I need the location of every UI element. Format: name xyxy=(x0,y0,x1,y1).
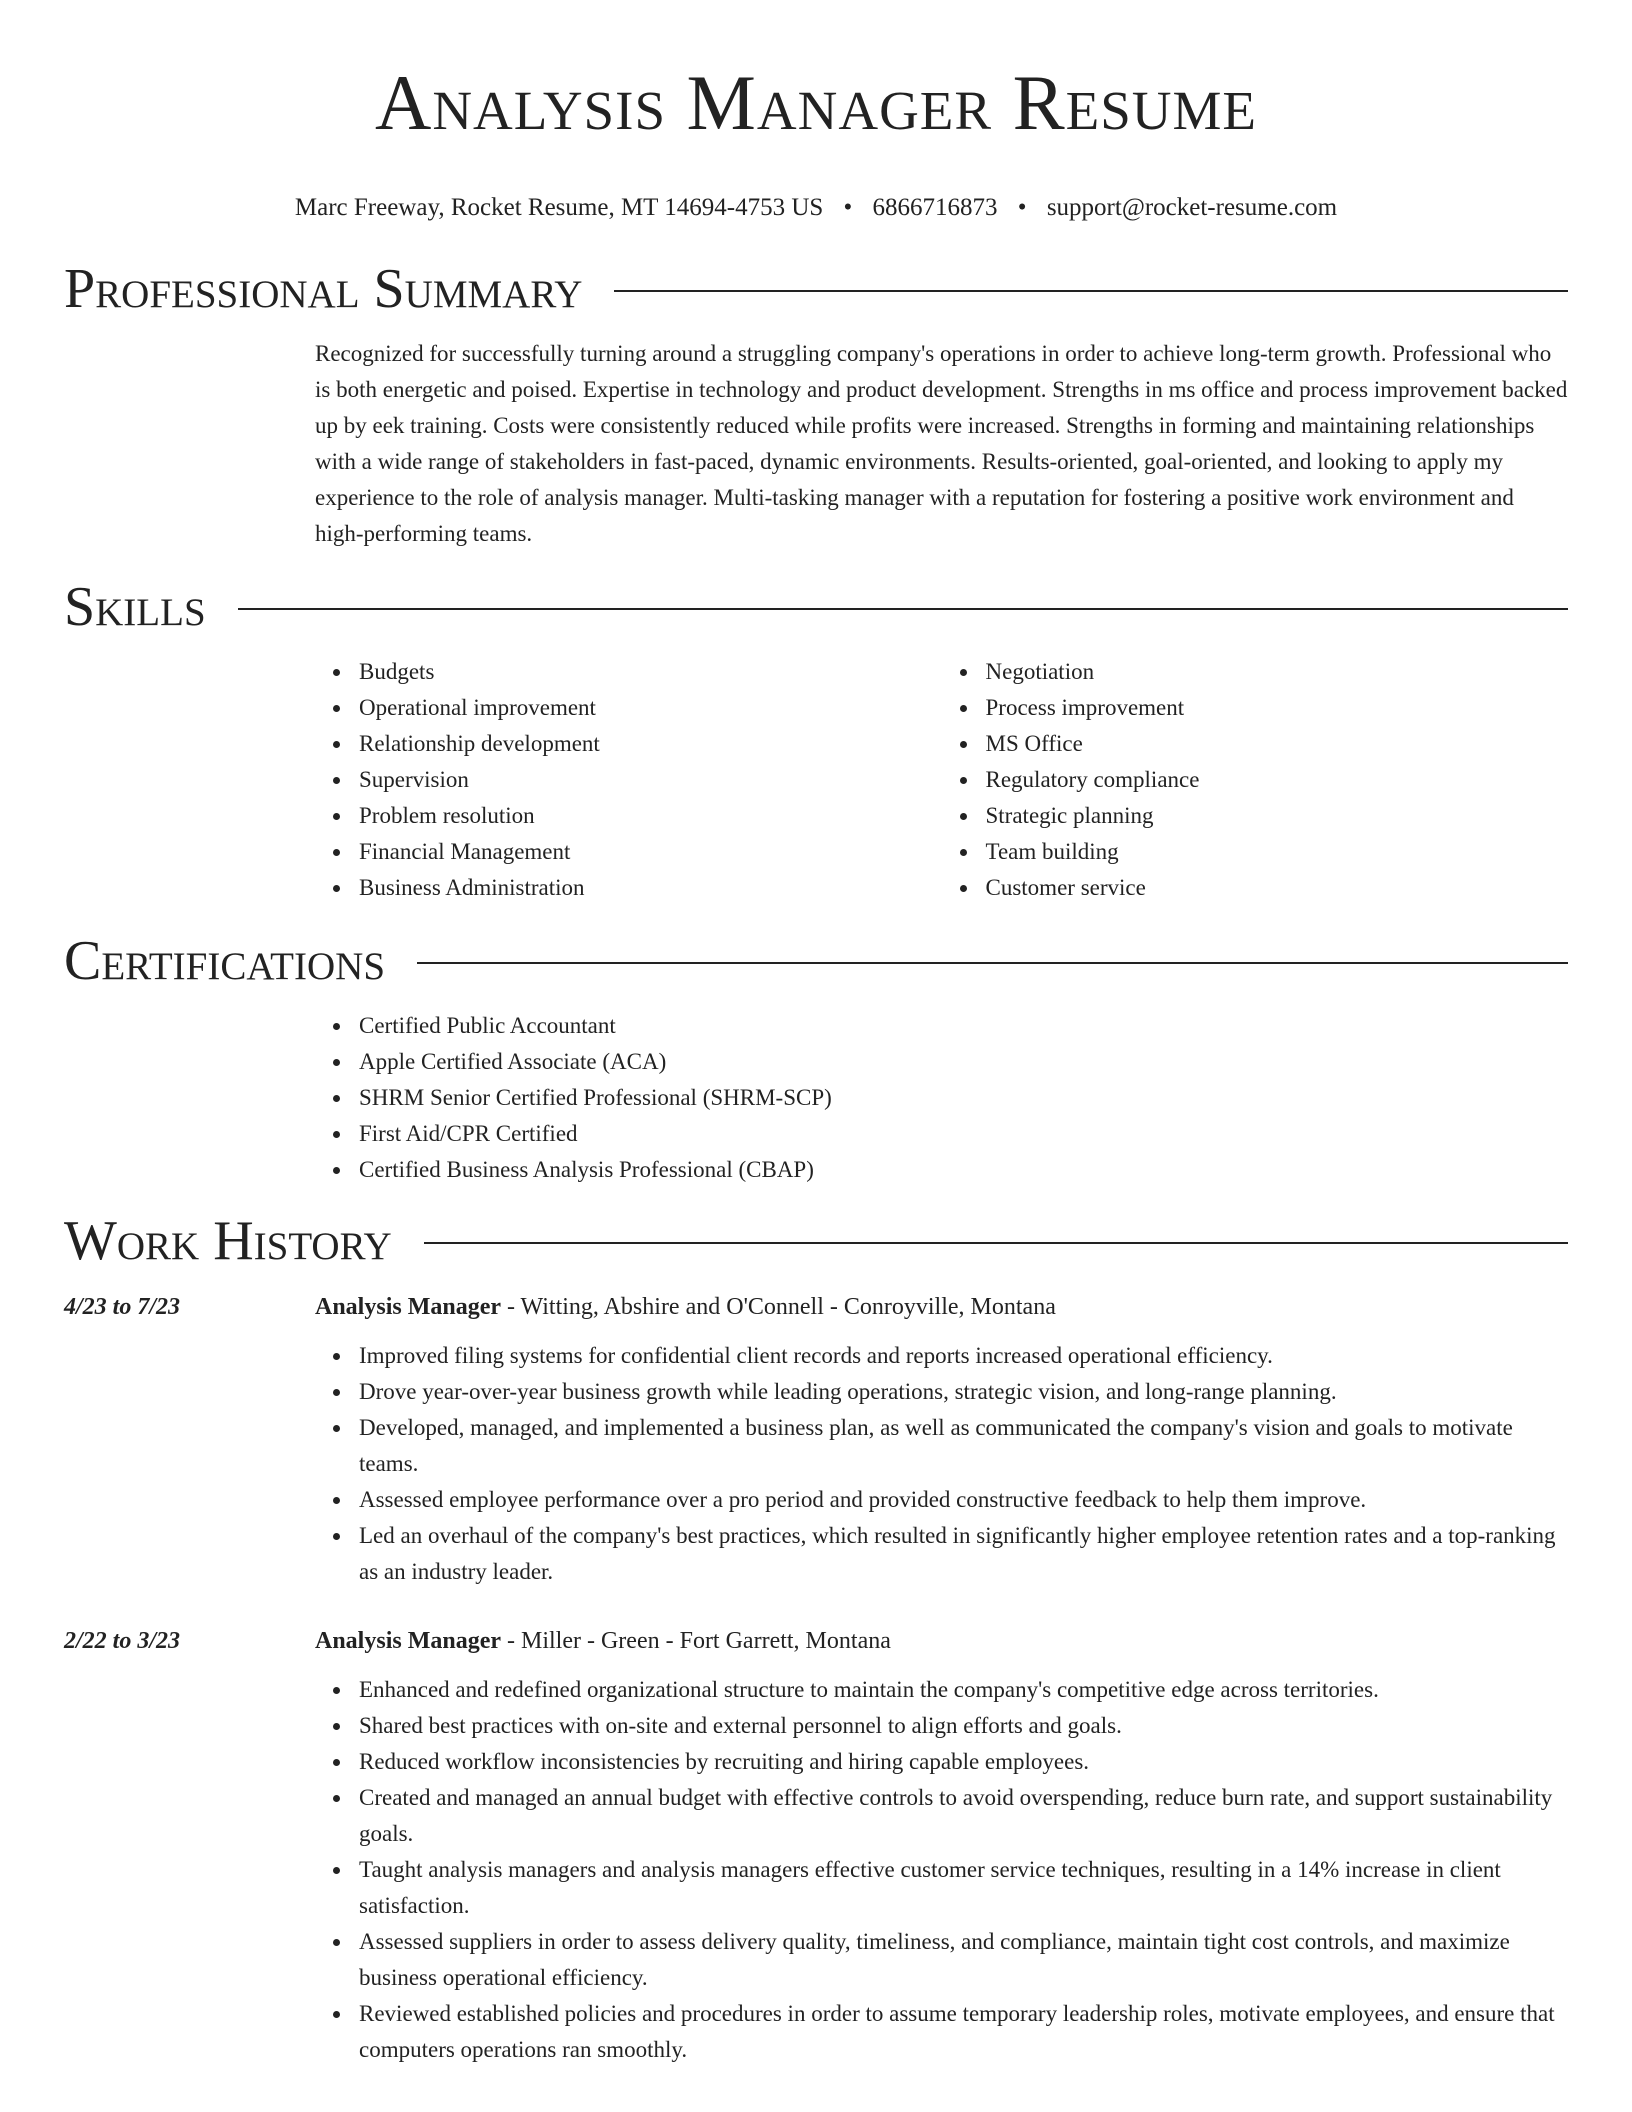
job-dates: 2/22 to 3/23 xyxy=(64,1628,181,1654)
job-bullet: Assessed suppliers in order to assess delivery quality, timeliness, and compliance, maintain tight cost controls, and maximize business operational efficiency. xyxy=(359,1924,1568,1996)
section-divider xyxy=(614,290,1568,292)
job-bullet: Developed, managed, and implemented a business plan, as well as communicated the company's vision and goals to motivate teams. xyxy=(359,1410,1568,1482)
skill-item: Relationship development xyxy=(359,726,942,762)
certification-item: SHRM Senior Certified Professional (SHRM-SCP) xyxy=(359,1080,1568,1116)
skills-list-right xyxy=(942,654,1569,906)
skill-item: Supervision xyxy=(359,762,942,798)
skills-grid xyxy=(315,654,1568,906)
job-heading xyxy=(315,1622,1568,1660)
summary-text: Recognized for successfully turning around a struggling company's operations in order to achieve long-term growth. Professional who is both energetic and poised. Expertise in technology and product development. Strengths in ms office and process improvement backed up by eek training. Costs were consistently reduced while profits were increased. Strengths in forming and maintaining relationships with a wide range of stakeholders in fast-paced, dynamic environments. Results-oriented, goal-oriented, and looking to apply my experience to the role of analysis manager. Multi-tasking manager with a reputation for fostering a positive work environment and high-performing teams. xyxy=(315,341,1568,546)
summary-heading: Professional Summary xyxy=(64,258,583,320)
skill-item: Customer service xyxy=(986,870,1569,906)
skills-list-left xyxy=(315,654,942,906)
skills-heading: Skills xyxy=(64,576,206,638)
contact-separator: • xyxy=(843,194,853,221)
skill-item: Financial Management xyxy=(359,834,942,870)
job-bullets xyxy=(315,1338,1568,1590)
section-header xyxy=(64,574,1568,640)
job-title: Analysis Manager xyxy=(315,1628,501,1654)
skill-item: Process improvement xyxy=(986,690,1569,726)
section-divider xyxy=(424,1242,1568,1244)
skill-item: Problem resolution xyxy=(359,798,942,834)
certification-item: Apple Certified Associate (ACA) xyxy=(359,1044,1568,1080)
contact-phone: 6866716873 xyxy=(872,194,998,221)
job-employer: - Miller - Green - Fort Garrett, Montana xyxy=(501,1628,891,1654)
contact-separator: • xyxy=(1017,194,1027,221)
job-bullet: Improved filing systems for confidential client records and reports increased operational efficiency. xyxy=(359,1338,1568,1374)
certifications-section xyxy=(64,928,1568,1188)
skill-item: Strategic planning xyxy=(986,798,1569,834)
skill-item: Operational improvement xyxy=(359,690,942,726)
job-bullet: Enhanced and redefined organizational structure to maintain the company's competitive edge across territories. xyxy=(359,1672,1568,1708)
skill-item: Regulatory compliance xyxy=(986,762,1569,798)
certifications-heading: Certifications xyxy=(64,930,386,992)
job-main xyxy=(315,1622,1568,2068)
section-divider xyxy=(238,608,1568,610)
section-divider xyxy=(417,962,1568,964)
job-bullet: Reviewed established policies and procedures in order to assume temporary leadership roles, motivate employees, and ensure that computers operations ran smoothly. xyxy=(359,1996,1568,2068)
job-bullet: Reduced workflow inconsistencies by recruiting and hiring capable employees. xyxy=(359,1744,1568,1780)
contact-email: support@rocket-resume.com xyxy=(1046,194,1338,221)
job-main xyxy=(315,1288,1568,1590)
skill-item: Budgets xyxy=(359,654,942,690)
skills-section xyxy=(64,574,1568,906)
job-dates: 4/23 to 7/23 xyxy=(64,1294,181,1320)
contact-line xyxy=(64,192,1568,224)
skill-item: Team building xyxy=(986,834,1569,870)
certification-item: Certified Public Accountant xyxy=(359,1008,1568,1044)
work-history-heading: Work History xyxy=(64,1210,392,1272)
document-title: Analysis Manager Resume xyxy=(374,59,1257,146)
job-bullet: Shared best practices with on-site and external personnel to align efforts and goals. xyxy=(359,1708,1568,1744)
skill-item: Business Administration xyxy=(359,870,942,906)
skill-item: MS Office xyxy=(986,726,1569,762)
job-bullet: Assessed employee performance over a pro period and provided constructive feedback to help them improve. xyxy=(359,1482,1568,1518)
skill-item: Negotiation xyxy=(986,654,1569,690)
job-heading xyxy=(315,1288,1568,1326)
job-bullets xyxy=(315,1672,1568,2068)
section-header xyxy=(64,928,1568,994)
job-bullet: Drove year-over-year business growth while leading operations, strategic vision, and long-range planning. xyxy=(359,1374,1568,1410)
certifications-list xyxy=(315,1008,1568,1188)
section-header xyxy=(64,1208,1568,1274)
work-history-section xyxy=(64,1208,1568,2068)
job-entry xyxy=(64,1622,1568,2068)
contact-address: Marc Freeway, Rocket Resume, MT 14694-4753 US xyxy=(294,194,824,221)
job-employer: - Witting, Abshire and O'Connell - Conroyville, Montana xyxy=(501,1294,1056,1320)
job-bullet: Taught analysis managers and analysis managers effective customer service techniques, resulting in a 14% increase in client satisfaction. xyxy=(359,1852,1568,1924)
job-bullet: Led an overhaul of the company's best practices, which resulted in significantly higher employee retention rates and a top-ranking as an industry leader. xyxy=(359,1518,1568,1590)
job-bullet: Created and managed an annual budget with effective controls to avoid overspending, reduce burn rate, and support sustainability goals. xyxy=(359,1780,1568,1852)
certification-item: Certified Business Analysis Professional (CBAP) xyxy=(359,1152,1568,1188)
summary-section xyxy=(64,256,1568,552)
job-title: Analysis Manager xyxy=(315,1294,501,1320)
job-entry xyxy=(64,1288,1568,1590)
section-header xyxy=(64,256,1568,322)
certification-item: First Aid/CPR Certified xyxy=(359,1116,1568,1152)
certifications-body xyxy=(315,1008,1568,1188)
